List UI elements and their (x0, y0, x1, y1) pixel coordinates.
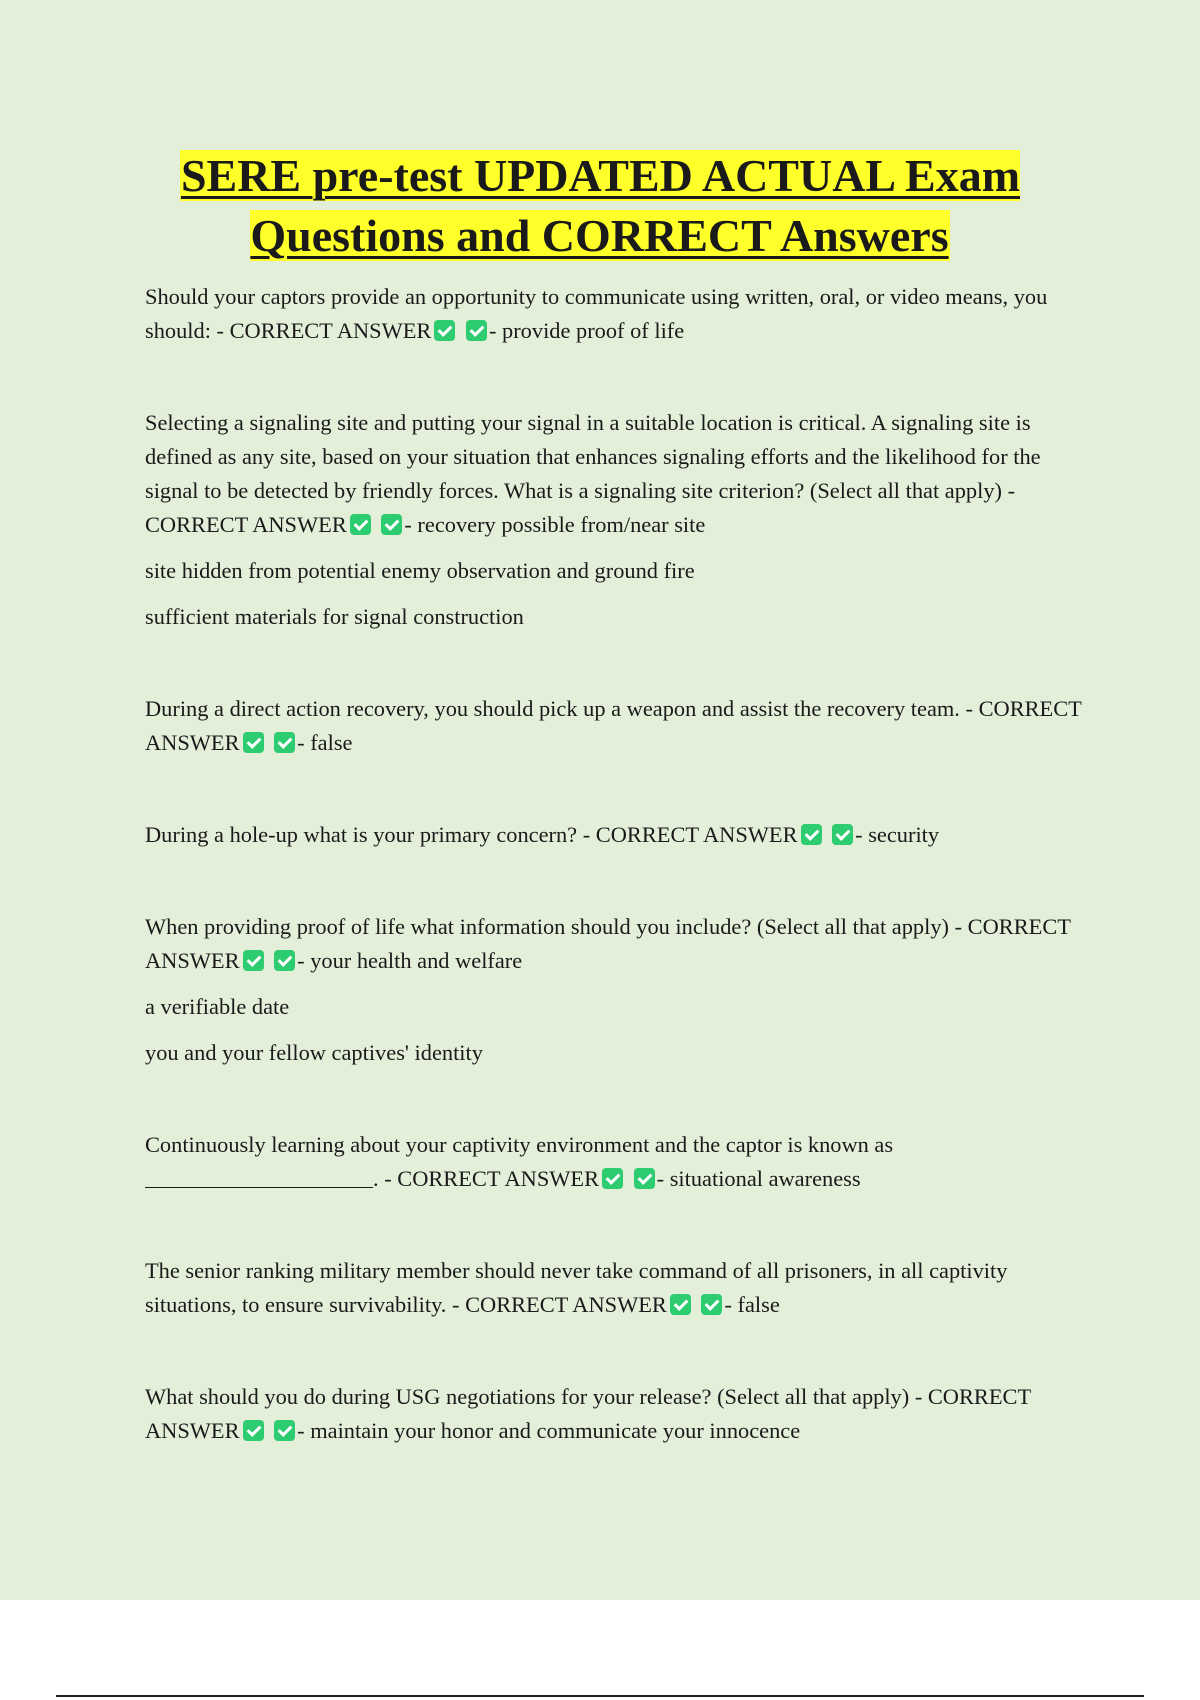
check-mark-icon (801, 824, 822, 845)
question-line (145, 406, 1085, 542)
answer-text: - your health and welfare (297, 948, 523, 973)
answer-label: - CORRECT ANSWER (145, 914, 1071, 973)
answer-text: - recovery possible from/near site (404, 512, 706, 537)
answer-text: - false (297, 730, 353, 755)
question-line (145, 1128, 1085, 1196)
additional-answer: you and your fellow captives' identity (145, 1040, 483, 1065)
question-text: Should your captors provide an opportunity to communicate using written, oral, or video means, you should: (145, 284, 1048, 343)
answer-label: - CORRECT ANSWER (216, 318, 432, 343)
check-mark-icon (243, 732, 264, 753)
qa-item (145, 406, 1085, 634)
answer-label: - CORRECT ANSWER (145, 478, 1016, 537)
qa-item (145, 910, 1085, 1070)
answer-text: - maintain your honor and communicate your innocence (297, 1418, 801, 1443)
fill-in-blank (145, 1165, 373, 1188)
question-line (145, 1254, 1085, 1322)
check-mark-icon (634, 1168, 655, 1189)
qa-item (145, 1380, 1085, 1448)
check-mark-icon (381, 514, 402, 535)
qa-item (145, 1254, 1085, 1322)
check-mark-icon (670, 1294, 691, 1315)
qa-item (145, 818, 1085, 852)
answer-text: - false (724, 1292, 780, 1317)
answer-label: - CORRECT ANSWER (384, 1166, 600, 1191)
check-mark-icon (466, 320, 487, 341)
question-line (145, 280, 1085, 348)
answer-label: - CORRECT ANSWER (582, 822, 798, 847)
additional-answer: a verifiable date (145, 994, 290, 1019)
check-mark-icon (701, 1294, 722, 1315)
answer-text: - security (855, 822, 940, 847)
additional-answer: site hidden from potential enemy observation and ground fire (145, 558, 695, 583)
qa-item (145, 692, 1085, 760)
question-line (145, 818, 1085, 852)
question-text: When providing proof of life what information should you include? (Select all that apply) (145, 914, 949, 939)
check-mark-icon (274, 732, 295, 753)
question-text: The senior ranking military member should never take command of all prisoners, in all captivity situations, to ensure survivability. (145, 1258, 1008, 1317)
blank-suffix: . (373, 1166, 379, 1191)
question-text: Selecting a signaling site and putting your signal in a suitable location is critical. A signaling site is defined as any site, based on your situation that enhances signaling efforts and the likelihood for the signal to be detected by friendly forces. What is a signaling site criterion? (Select all that apply) (145, 410, 1041, 503)
answer-label: - CORRECT ANSWER (145, 696, 1082, 755)
answer-label: - CORRECT ANSWER (145, 1384, 1031, 1443)
qa-item (145, 1128, 1085, 1196)
check-mark-icon (274, 1420, 295, 1441)
check-mark-icon (832, 824, 853, 845)
question-line (145, 1380, 1085, 1448)
check-mark-icon (274, 950, 295, 971)
question-text: What should you do during USG negotiations for your release? (Select all that apply) (145, 1384, 910, 1409)
question-text: During a hole-up what is your primary concern? (145, 822, 578, 847)
page-title: SERE pre-test UPDATED ACTUAL Exam Questions and CORRECT Answers (180, 150, 1021, 261)
qa-list (145, 280, 1085, 1506)
question-line (145, 692, 1085, 760)
answer-text: - provide proof of life (488, 318, 685, 343)
check-mark-icon (602, 1168, 623, 1189)
check-mark-icon (243, 1420, 264, 1441)
answer-text: - situational awareness (656, 1166, 861, 1191)
answer-label: - CORRECT ANSWER (452, 1292, 667, 1317)
check-mark-icon (434, 320, 455, 341)
question-line (145, 910, 1085, 978)
question-text: Continuously learning about your captivity environment and the captor is known as (145, 1132, 894, 1157)
check-mark-icon (350, 514, 371, 535)
additional-answer: sufficient materials for signal construction (145, 604, 524, 629)
question-text: During a direct action recovery, you should pick up a weapon and assist the recovery team. (145, 696, 960, 721)
footer-divider (56, 1695, 1144, 1697)
check-mark-icon (243, 950, 264, 971)
qa-item (145, 280, 1085, 348)
